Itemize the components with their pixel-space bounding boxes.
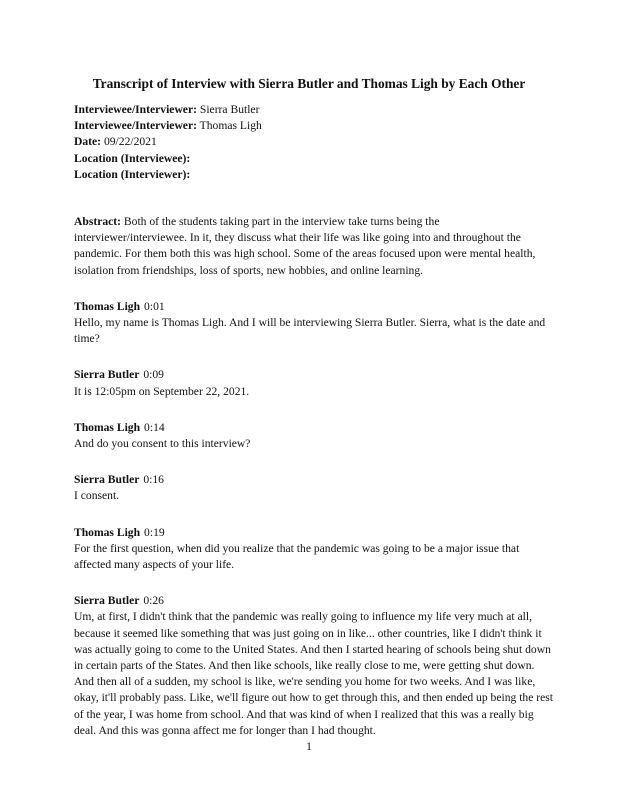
utterance-text: For the first question, when did you realize that the pandemic was going to be a major issue that affected many aspects of your life. xyxy=(74,541,520,572)
timestamp: 0:19 xyxy=(144,525,165,539)
utterance-text: And do you consent to this interview? xyxy=(74,437,251,451)
speaker-name: Sierra Butler xyxy=(74,594,140,608)
speaker-name: Thomas Ligh xyxy=(74,299,141,313)
utterance-text: It is 12:05pm on September 22, 2021. xyxy=(74,384,250,398)
timestamp: 0:09 xyxy=(143,368,164,382)
timestamp: 0:26 xyxy=(143,594,164,608)
timestamp: 0:14 xyxy=(144,420,165,434)
utterance-text: Um, at first, I didn't think that the pandemic was really going to influence my life very much at all, because it seemed like something that was just going on in like... other countries, like I didn't think it was actually going to come to the United States. And then I started hearing of schools being shut down in certain parts of the States. And then like schools, like really close to me, were getting shut down. And then all of a sudden, my school is like, we're sending you home for two weeks. And I was like, okay, it'll probably pass. Like, we'll figure out how to get through this, and then ended up being the rest of the year, I was home from school. And that was kind of when I realized that this was a really big deal. And this was gonna affect me for longer than I had thought. xyxy=(74,610,553,737)
speaker-name: Thomas Ligh xyxy=(74,525,141,539)
utterance-text: Hello, my name is Thomas Ligh. And I will be interviewing Sierra Butler. Sierra, what is the date and time? xyxy=(74,316,546,346)
meta-label: Location (Interviewee): xyxy=(74,151,191,165)
transcript-turn xyxy=(74,472,554,504)
transcript-turn xyxy=(74,367,554,399)
document-title: Transcript of Interview with Sierra Butler and Thomas Ligh by Each Other xyxy=(92,76,526,91)
speaker-name: Sierra Butler xyxy=(74,473,140,487)
abstract xyxy=(74,214,554,279)
meta-location-interviewee xyxy=(74,151,554,167)
meta-label: Interviewee/Interviewer: xyxy=(74,119,197,133)
meta-label: Location (Interviewer): xyxy=(74,167,191,181)
transcript-turn xyxy=(74,525,554,574)
abstract-text: Both of the students taking part in the interview take turns being the interviewer/interviewee. In it, they discuss what their life was like going into and throughout the pandemic. For them both this was high school. Some of the areas focused upon were mental health, isolation from friendships, loss of sports, new hobbies, and online learning. xyxy=(74,215,536,277)
meta-value: 09/22/2021 xyxy=(103,135,157,149)
meta-interviewee-interviewer-1 xyxy=(74,102,554,118)
transcript-turn xyxy=(74,593,554,739)
meta-label: Date: xyxy=(74,135,102,149)
meta-label: Interviewee/Interviewer: xyxy=(74,103,197,116)
transcript-turn xyxy=(74,299,554,348)
speaker-name: Sierra Butler xyxy=(74,368,140,382)
meta-interviewee-interviewer-2 xyxy=(74,118,554,134)
abstract-label: Abstract: xyxy=(74,215,122,229)
meta-value: Sierra Butler xyxy=(199,103,260,116)
timestamp: 0:16 xyxy=(143,473,164,487)
timestamp: 0:01 xyxy=(144,299,165,313)
speaker-name: Thomas Ligh xyxy=(74,420,141,434)
metadata-block xyxy=(74,102,554,183)
transcript-turn xyxy=(74,420,554,452)
utterance-text: I consent. xyxy=(74,489,120,503)
page-number: 1 xyxy=(306,740,312,753)
meta-date xyxy=(74,134,554,150)
document-page xyxy=(74,76,554,739)
meta-location-interviewer xyxy=(74,167,554,183)
meta-value: Thomas Ligh xyxy=(199,119,262,133)
